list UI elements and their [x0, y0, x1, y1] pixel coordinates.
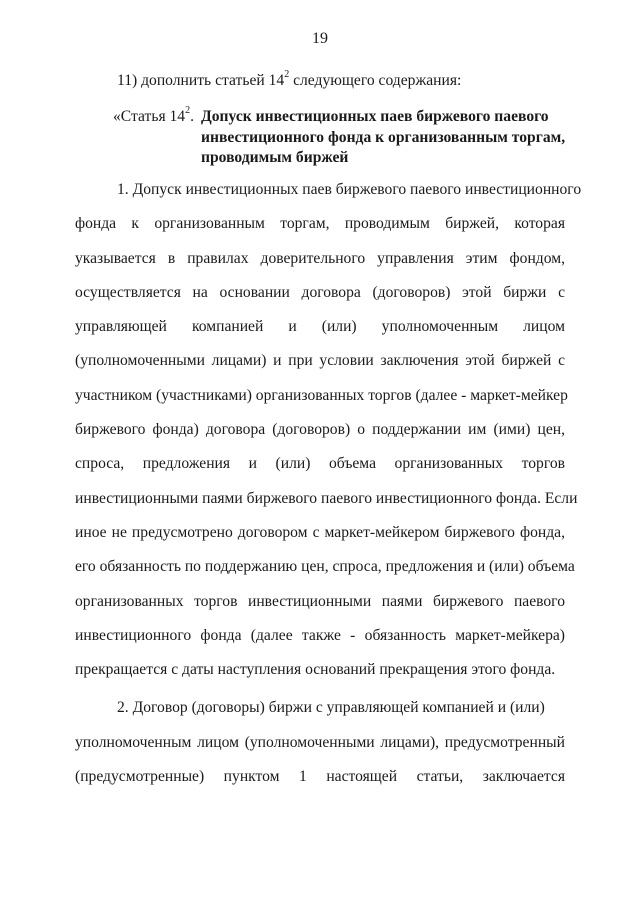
paragraph-2-line: (предусмотренные) пунктом 1 настоящей статьи, заключается: [75, 768, 565, 785]
paragraph-1-line: инвестиционного фонда (далее также - обязанность маркет-мейкера): [75, 627, 565, 644]
paragraph-1-line: биржевого фонда) договора (договоров) о поддержании им (ими) цен,: [75, 421, 565, 438]
paragraph-1-line: управляющей компанией и (или) уполномоченным лицом: [75, 318, 565, 335]
amendment-superscript: 2: [284, 69, 290, 80]
paragraph-1-line: участником (участниками) организованных торгов (далее - маркет-мейкер: [75, 387, 568, 404]
paragraph-1-line: 1. Допуск инвестиционных паев биржевого паевого инвестиционного: [117, 181, 582, 198]
paragraph-1-line: фонда к организованным торгам, проводимым биржей, которая: [75, 215, 565, 232]
amendment-text: 11) дополнить статьей 14: [117, 72, 285, 89]
amendment-line: [117, 69, 462, 90]
amendment-text-end: следующего содержания:: [289, 72, 462, 89]
paragraph-1-line: организованных торгов инвестиционными паями биржевого паевого: [75, 593, 565, 610]
paragraph-1-line: прекращается с даты наступления оснований прекращения этого фонда.: [75, 661, 556, 678]
paragraph-2-line: 2. Договор (договоры) биржи с управляющей компанией и (или): [117, 699, 545, 716]
paragraph-1-line: осуществляется на основании договора (договоров) этой биржи с: [75, 284, 565, 301]
paragraph-1-line: его обязанность по поддержанию цен, спроса, предложения и (или) объема: [75, 558, 575, 575]
paragraph-1-line: иное не предусмотрено договором с маркет-мейкером биржевого фонда,: [75, 524, 565, 541]
paragraph-1-line: спроса, предложения и (или) объема организованных торгов: [75, 455, 565, 472]
paragraph-1-line: (уполномоченными лицами) и при условии заключения этой биржей с: [75, 352, 565, 369]
page-number: 19: [312, 30, 328, 47]
article-prefix: «Статья 14: [113, 108, 186, 125]
paragraph-1-line: указывается в правилах доверительного управления этим фондом,: [75, 250, 565, 267]
article-suffix: .: [190, 108, 195, 125]
article-superscript: 2: [185, 105, 191, 116]
article-title-line: Допуск инвестиционных паев биржевого паевого: [201, 108, 549, 125]
paragraph-2-line: уполномоченным лицом (уполномоченными лицами), предусмотренный: [75, 734, 565, 751]
article-title-line: проводимым биржей: [201, 149, 349, 166]
paragraph-1-line: инвестиционными паями биржевого паевого инвестиционного фонда. Если: [75, 490, 578, 507]
article-label: [113, 105, 195, 126]
article-title-line: инвестиционного фонда к организованным торгам,: [201, 129, 566, 146]
